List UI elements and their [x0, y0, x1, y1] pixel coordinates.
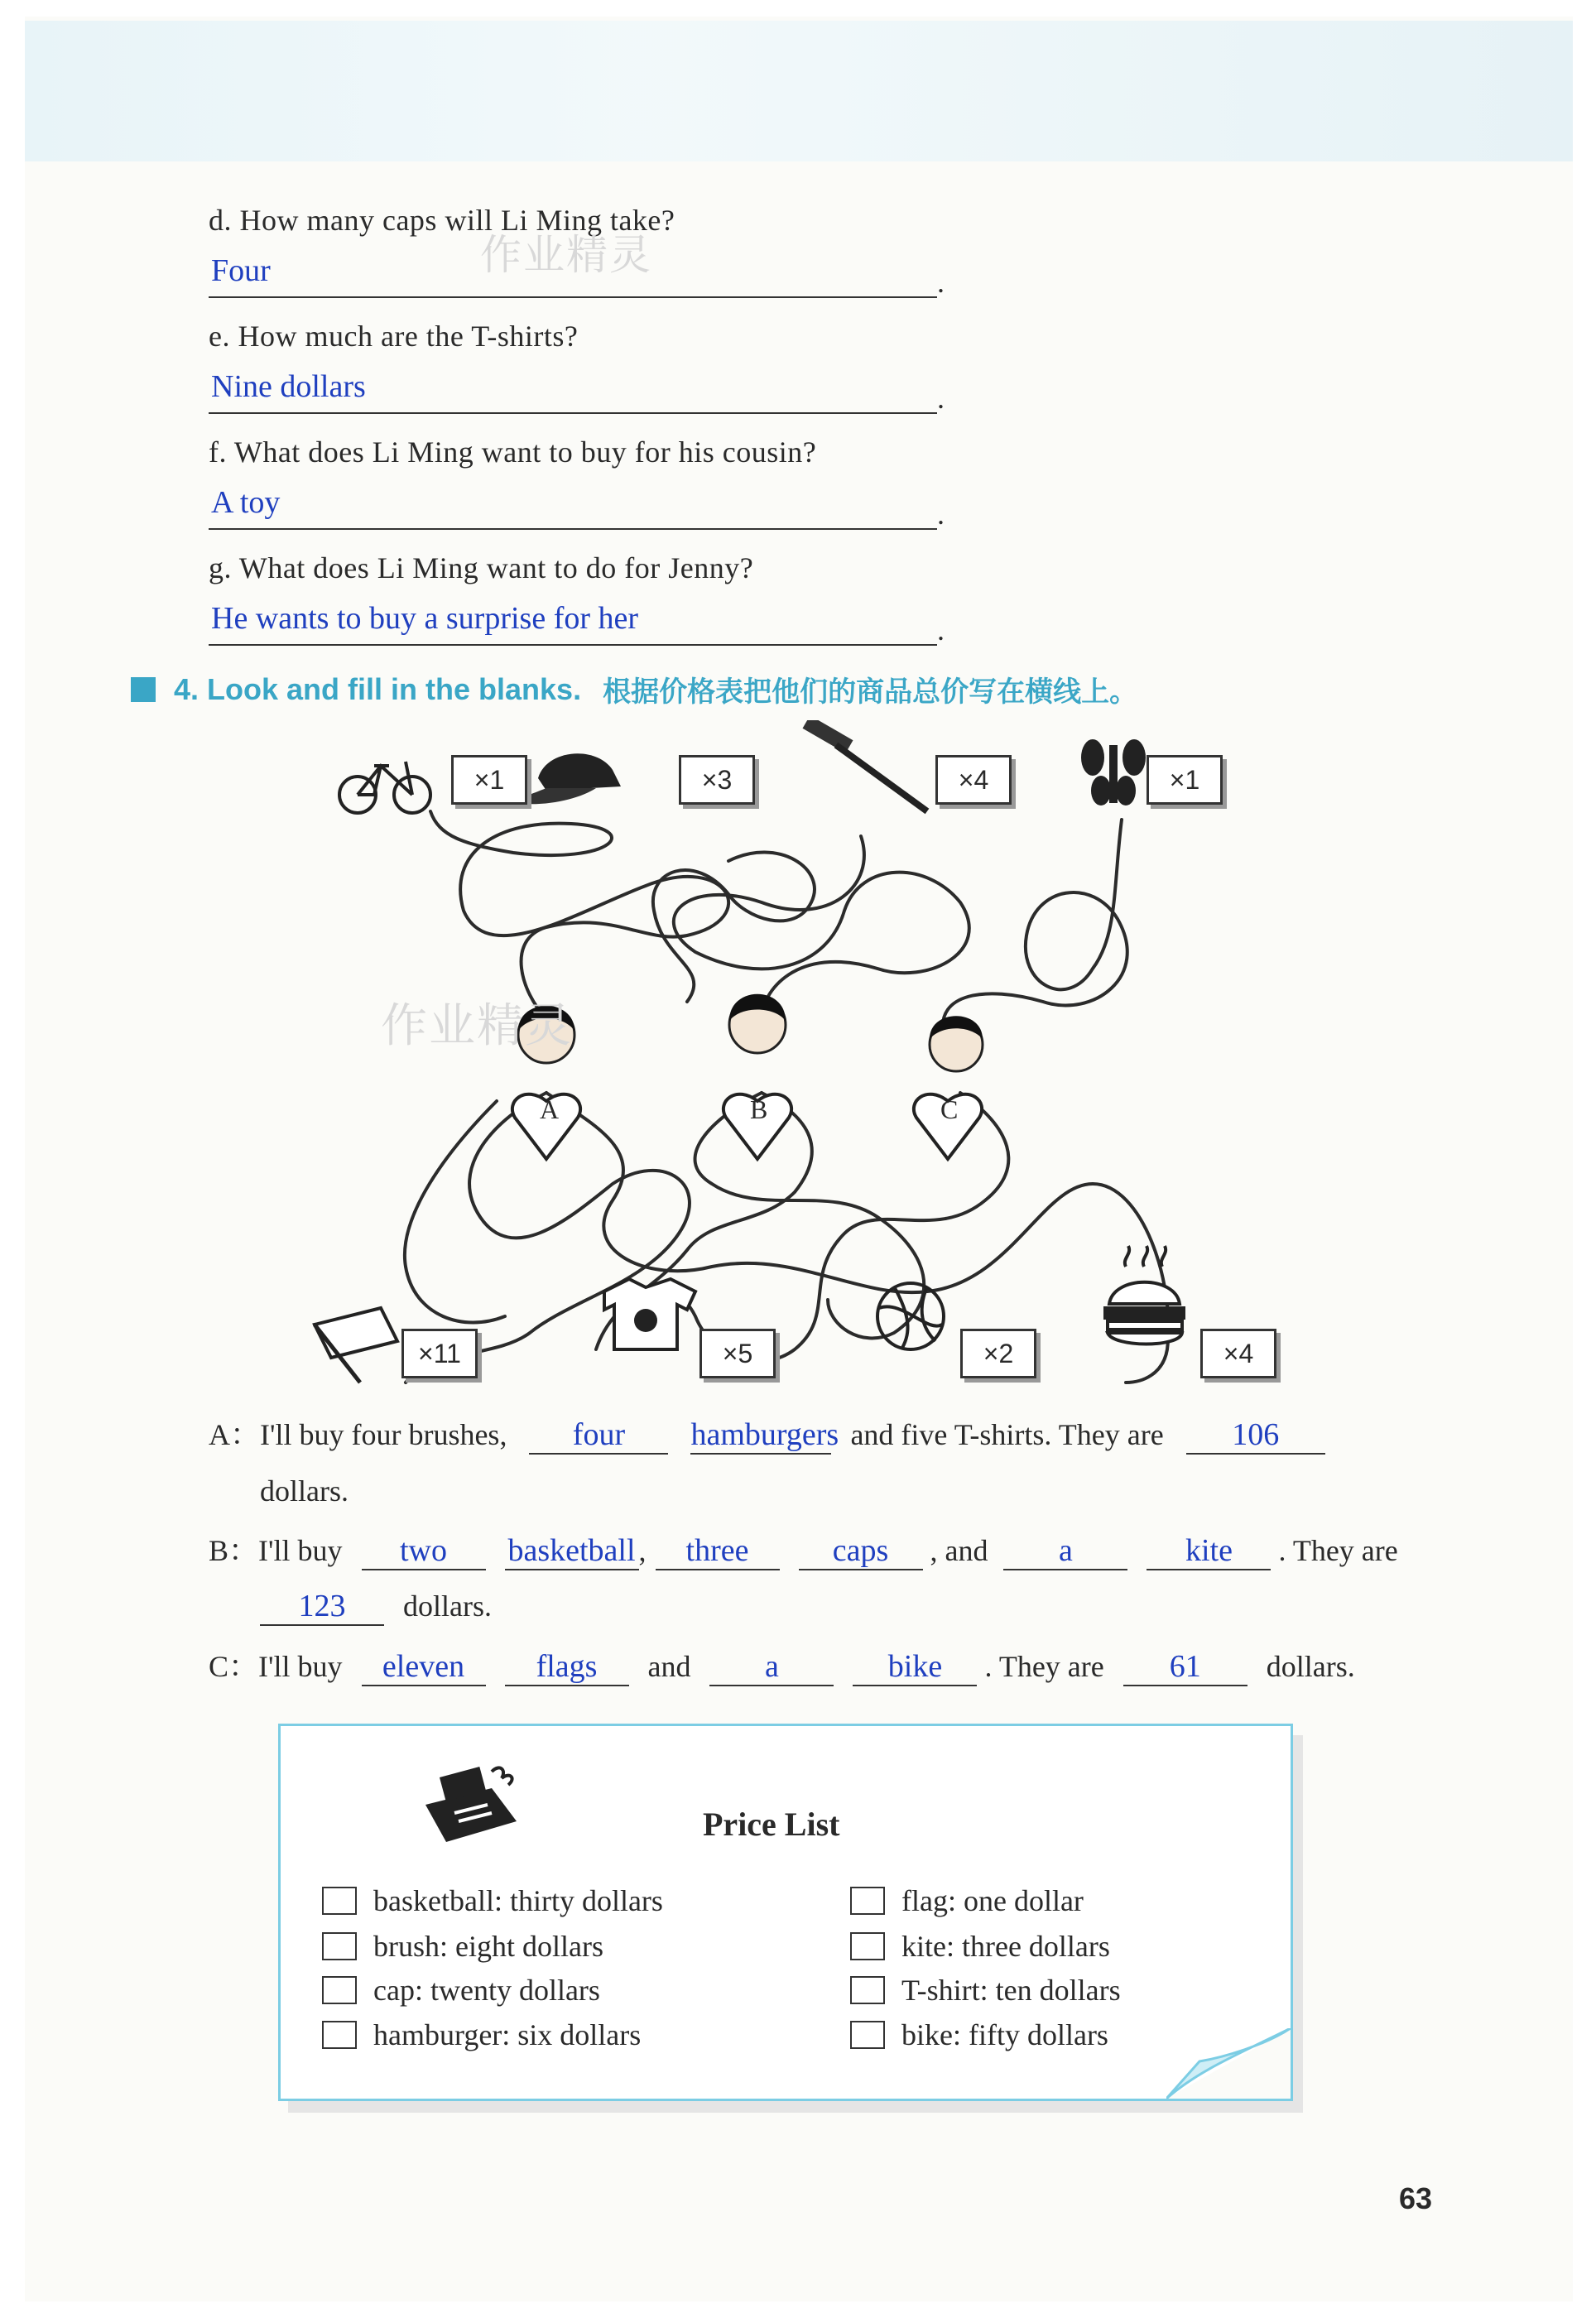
- qty-kite: ×1: [1147, 755, 1223, 805]
- answer-line-d: [209, 296, 937, 298]
- sentence-b-end: 123 dollars.: [260, 1588, 492, 1626]
- section-instruction-cn: 根据价格表把他们的商品总价写在横线上。: [603, 676, 1138, 709]
- fill-b-7: 123: [260, 1588, 384, 1626]
- section-marker-icon: [131, 677, 156, 702]
- flag-icon: [315, 1308, 397, 1383]
- price-item: cap: twenty dollars: [322, 1973, 600, 2008]
- fill-c-3: a: [709, 1648, 834, 1686]
- checkbox[interactable]: [850, 2021, 885, 2049]
- question-g: g. What does Li Ming want to do for Jenny?: [209, 551, 754, 584]
- sentence-a-end: dollars.: [260, 1474, 349, 1508]
- price-item: hamburger: six dollars: [322, 2017, 641, 2052]
- section-title: 4. Look and fill in the blanks.: [174, 671, 582, 706]
- fill-a-1: four: [529, 1416, 668, 1455]
- fill-b-3: three: [656, 1532, 780, 1570]
- person-b-avatar: [729, 994, 786, 1053]
- checkbox[interactable]: [322, 1932, 357, 1960]
- qty-tshirt: ×5: [699, 1329, 776, 1378]
- fill-c-2: flags: [505, 1648, 629, 1686]
- checkbox[interactable]: [850, 1932, 885, 1960]
- price-item: bike: fifty dollars: [850, 2017, 1108, 2052]
- price-item: basketball: thirty dollars: [322, 1883, 663, 1918]
- answer-f: A toy: [211, 485, 281, 520]
- answer-e: Nine dollars: [211, 369, 366, 404]
- tshirt-icon: [604, 1279, 695, 1349]
- checkbox[interactable]: [322, 1976, 357, 2004]
- fill-a-2: hamburgers: [690, 1416, 831, 1455]
- maze-illustration: [298, 720, 1300, 1399]
- sentence-a: A：I'll buy four brushes, four hamburgers and five T-shirts. They are 106: [209, 1411, 1325, 1455]
- price-item: flag: one dollar: [850, 1883, 1084, 1918]
- question-e: e. How much are the T-shirts?: [209, 320, 579, 353]
- fill-c-1: eleven: [362, 1648, 486, 1686]
- label-b: B: [750, 1094, 768, 1124]
- fill-a-3: 106: [1186, 1416, 1325, 1455]
- fill-c-4: bike: [853, 1648, 977, 1686]
- watermark: 作业精灵: [381, 999, 573, 1053]
- section-heading: [131, 669, 1137, 709]
- sentence-b: B：I'll buy two basketball , three caps , and a kite . They are: [209, 1527, 1398, 1570]
- cash-register-icon: [409, 1755, 525, 1854]
- answer-line-f: [209, 528, 937, 530]
- fill-b-1: two: [362, 1532, 486, 1570]
- fill-b-4: caps: [799, 1532, 923, 1570]
- price-list-panel: [278, 1724, 1293, 2101]
- sentence-c: C：I'll buy eleven flags and a bike . They are 61 dollars.: [209, 1643, 1355, 1686]
- checkbox[interactable]: [322, 2021, 357, 2049]
- qty-flag: ×11: [401, 1329, 478, 1378]
- qty-basketball: ×2: [960, 1329, 1036, 1378]
- price-item: kite: three dollars: [850, 1929, 1110, 1964]
- fill-b-6: kite: [1147, 1532, 1271, 1570]
- checkbox[interactable]: [322, 1887, 357, 1915]
- price-item: T-shirt: ten dollars: [850, 1973, 1121, 2008]
- answer-line-e: [209, 412, 937, 414]
- qty-hamburger: ×4: [1200, 1329, 1276, 1378]
- person-c-avatar: [930, 1016, 983, 1071]
- checkbox[interactable]: [850, 1887, 885, 1915]
- fill-b-5: a: [1003, 1532, 1127, 1570]
- fill-b-2: basketball: [505, 1532, 639, 1570]
- page-number: 63: [1399, 2181, 1433, 2215]
- price-list-title: Price List: [703, 1806, 840, 1843]
- fill-c-5: 61: [1123, 1648, 1247, 1686]
- brush-icon: [803, 720, 927, 811]
- answer-d: Four: [211, 253, 271, 288]
- question-f: f. What does Li Ming want to buy for his cousin?: [209, 435, 817, 469]
- label-c: C: [940, 1094, 959, 1124]
- checkbox[interactable]: [850, 1976, 885, 2004]
- header-banner: [25, 21, 1573, 161]
- watermark: 作业精灵: [480, 231, 652, 279]
- price-item: brush: eight dollars: [322, 1929, 603, 1964]
- qty-brush: ×4: [935, 755, 1012, 805]
- answer-line-g: [209, 644, 937, 646]
- page-curl-icon: [1166, 2028, 1291, 2099]
- answer-g: He wants to buy a surprise for her: [211, 601, 639, 636]
- cap-icon: [513, 753, 621, 804]
- hamburger-icon: [1105, 1246, 1184, 1344]
- kite-icon: [1081, 739, 1146, 806]
- question-d: d. How many caps will Li Ming take?: [209, 204, 675, 237]
- bike-icon: [339, 762, 430, 813]
- qty-cap: ×3: [679, 755, 755, 805]
- qty-bike: ×1: [451, 755, 527, 805]
- label-a: A: [540, 1094, 560, 1124]
